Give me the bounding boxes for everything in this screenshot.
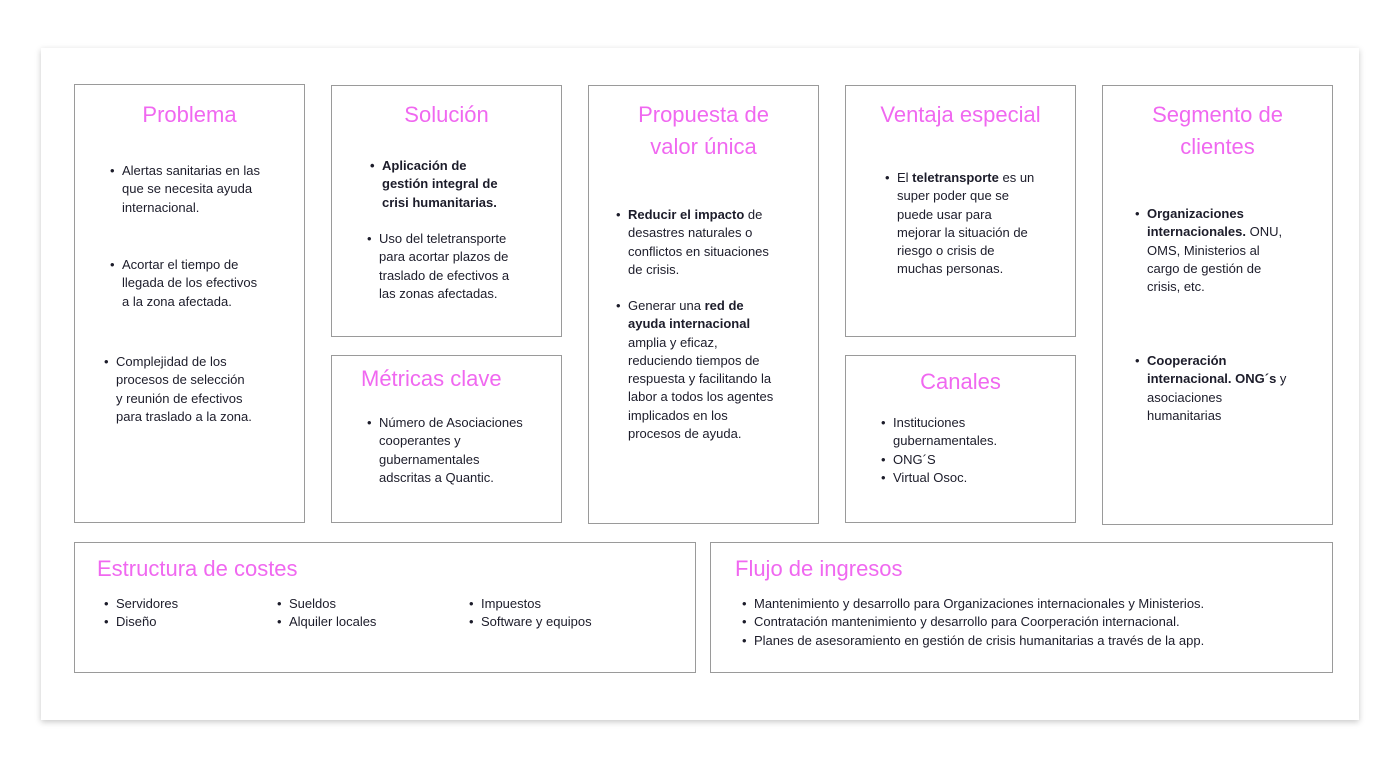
segmento-title: Segmento de clientes — [1152, 102, 1283, 159]
metricas-title: Métricas clave — [361, 366, 502, 391]
solucion-box — [331, 85, 562, 337]
list-item: • Alertas sanitarias en las que se necesita ayuda internacional. — [110, 162, 260, 217]
segmento-list — [1135, 352, 1295, 425]
canales-title: Canales — [920, 369, 1001, 394]
problema-list — [110, 256, 260, 311]
problema-box — [74, 84, 305, 523]
propuesta-bold-1: Reducir el impacto — [628, 207, 745, 222]
ventaja-list — [885, 169, 1035, 279]
propuesta-text-2b: amplia y eficaz, reduciendo tiempos de respuesta y facilitando la labor a todos los agentes implicados en los procesos de ayuda. — [628, 334, 774, 442]
list-item: • Contratación mantenimiento y desarrollo para Coorperación internacional. — [742, 613, 1322, 631]
solucion-list — [367, 230, 517, 303]
ingresos-title: Flujo de ingresos — [735, 556, 903, 581]
propuesta-text-2a: Generar una — [628, 298, 705, 313]
costes-col-2 — [277, 595, 437, 632]
list-item: • Uso del teletransporte para acortar plazos de traslado de efectivos a las zonas afectadas. — [367, 230, 517, 303]
propuesta-text-1: de desastres naturales o conflictos en situaciones de crisis. — [628, 207, 769, 277]
list-item: • Número de Asociaciones cooperantes y gubernamentales adscritas a Quantic. — [367, 414, 527, 487]
list-item: • Alquiler locales — [277, 613, 437, 631]
list-item — [885, 169, 1035, 279]
ingresos-box — [710, 542, 1333, 673]
costes-box — [74, 542, 696, 673]
costes-col-1 — [104, 595, 254, 632]
ventaja-bold-1: teletransporte — [912, 170, 999, 185]
solucion-title: Solución — [404, 102, 489, 127]
propuesta-box — [588, 85, 819, 524]
list-item: • Complejidad de los procesos de selección y reunión de efectivos para traslado a la zona. — [104, 353, 254, 426]
canales-box — [845, 355, 1076, 523]
list-item — [616, 297, 776, 443]
ventaja-title: Ventaja especial — [880, 102, 1041, 127]
segmento-text-1: ONU, OMS, Ministerios al cargo de gestión de crisis, etc. — [1147, 224, 1283, 295]
segmento-box — [1102, 85, 1333, 525]
metricas-list — [367, 414, 527, 487]
list-item — [1135, 205, 1285, 296]
ingresos-list — [742, 595, 1322, 650]
propuesta-bold-2: red de ayuda internacional — [628, 298, 751, 332]
canales-list — [881, 414, 1031, 487]
costes-col-3 — [469, 595, 649, 632]
segmento-bold-2: Cooperación internacional. ONG´s — [1147, 353, 1277, 387]
solucion-list — [370, 157, 510, 212]
ventaja-text-1a: El — [897, 170, 913, 185]
costes-title: Estructura de costes — [97, 556, 298, 581]
problema-list — [104, 353, 254, 426]
propuesta-list — [616, 297, 776, 443]
problema-title: Problema — [142, 102, 237, 127]
list-item — [616, 206, 786, 279]
list-item: • Mantenimiento y desarrollo para Organizaciones internacionales y Ministerios. — [742, 595, 1322, 613]
list-item: • Impuestos — [469, 595, 649, 613]
list-item: • Sueldos — [277, 595, 437, 613]
propuesta-list — [616, 206, 786, 279]
list-item: • Diseño — [104, 613, 254, 631]
problema-list — [110, 162, 260, 217]
segmento-bold-1: Organizaciones internacionales. — [1147, 206, 1246, 240]
list-item: • Software y equipos — [469, 613, 649, 631]
list-item: • Instituciones gubernamentales. — [881, 414, 1031, 451]
list-item: • Virtual Osoc. — [881, 469, 1031, 487]
list-item: • Acortar el tiempo de llegada de los efectivos a la zona afectada. — [110, 256, 260, 311]
segmento-list — [1135, 205, 1285, 296]
segmento-text-2: y asociaciones humanitarias — [1147, 371, 1287, 423]
list-item: • Planes de asesoramiento en gestión de crisis humanitarias a través de la app. — [742, 632, 1322, 650]
propuesta-title: Propuesta de valor única — [638, 102, 769, 159]
ventaja-box — [845, 85, 1076, 337]
list-item: • Aplicación de gestión integral de crisi humanitarias. — [370, 157, 510, 212]
list-item: • ONG´S — [881, 451, 1031, 469]
ventaja-text-1b: es un super poder que se puede usar para mejorar la situación de riesgo o crisis de muchas personas. — [897, 170, 1035, 277]
metricas-box — [331, 355, 562, 523]
list-item — [1135, 352, 1295, 425]
list-item: • Servidores — [104, 595, 254, 613]
